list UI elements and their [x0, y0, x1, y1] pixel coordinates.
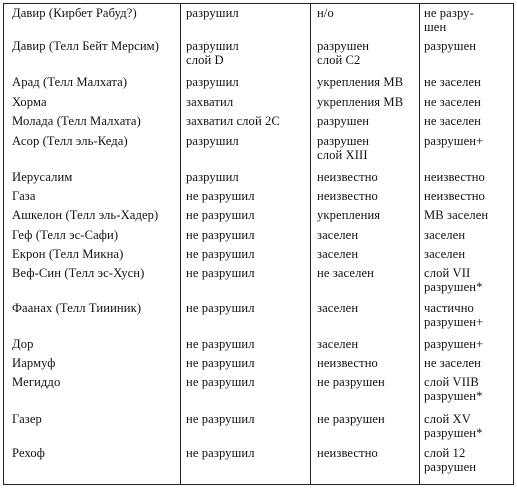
result-cell: слой VII разрушен* [424, 266, 483, 294]
site-cell: Молада (Телл Малхата) [12, 114, 141, 128]
action-cell: захватил [186, 95, 234, 109]
site-cell: Иармуф [12, 356, 56, 370]
site-cell: Арад (Телл Малхата) [12, 75, 128, 89]
result-cell: частично разрушен+ [424, 301, 484, 329]
site-cell: Газер [12, 412, 42, 426]
site-cell: Екрон (Телл Микна) [12, 247, 124, 261]
action-cell: не разрушил [186, 375, 255, 389]
state-cell: не заселен [317, 266, 374, 280]
state-cell: неизвестно [317, 446, 378, 460]
action-cell: разрушил [186, 170, 239, 184]
action-cell: разрушил [186, 75, 239, 89]
state-cell: н/о [317, 6, 334, 20]
site-cell: Иерусалим [12, 170, 73, 184]
table-row [4, 115, 513, 135]
table-row [4, 76, 513, 96]
table-row [4, 338, 513, 357]
site-cell: Геф (Телл эс-Сафи) [12, 228, 119, 242]
action-cell: разрушил [186, 6, 239, 20]
action-cell: не разрушил [186, 247, 255, 261]
state-cell: заселен [317, 337, 359, 351]
action-cell: не разрушил [186, 189, 255, 203]
action-cell: разрушил [186, 134, 239, 148]
table-row [4, 40, 513, 76]
table-row [4, 171, 513, 190]
result-cell: не заселен [424, 356, 481, 370]
site-cell: Дор [12, 337, 34, 351]
state-cell: не разрушен [317, 412, 385, 426]
result-cell: разрушен+ [424, 337, 484, 351]
state-cell: укрепления МВ [317, 75, 404, 89]
state-cell: укрепления [317, 208, 381, 222]
site-cell: Давир (Телл Бейт Мерсим) [12, 39, 160, 53]
result-cell: не заселен [424, 75, 481, 89]
site-cell: Рехоф [12, 446, 46, 460]
result-cell: неизвестно [424, 189, 485, 203]
site-cell: Давир (Кирбет Рабуд?) [12, 6, 137, 20]
state-cell: неизвестно [317, 356, 378, 370]
result-cell: не заселен [424, 114, 481, 128]
result-cell: не заселен [424, 95, 481, 109]
result-cell: не разру- шен [424, 6, 474, 34]
table-row [4, 302, 513, 338]
state-cell: укрепления МВ [317, 95, 404, 109]
site-cell: Мегиддо [12, 375, 61, 389]
table-row [4, 413, 513, 447]
result-cell: слой VIIB разрушен* [424, 375, 483, 403]
table-row [4, 229, 513, 248]
result-cell: заселен [424, 247, 466, 261]
state-cell: разрушен [317, 114, 370, 128]
result-cell: разрушен [424, 39, 477, 53]
state-cell: разрушен слой XIII [317, 134, 370, 162]
result-cell: слой XV разрушен* [424, 412, 483, 440]
state-cell: неизвестно [317, 189, 378, 203]
result-cell: МВ заселен [424, 208, 489, 222]
result-cell: слой 12 разрушен [424, 446, 477, 474]
table-row [4, 267, 513, 302]
site-cell: Ашкелон (Телл эль-Хадер) [12, 208, 159, 222]
result-cell: неизвестно [424, 170, 485, 184]
action-cell: не разрушил [186, 266, 255, 280]
action-cell: не разрушил [186, 228, 255, 242]
table-row [4, 96, 513, 115]
table-row [4, 7, 513, 40]
action-cell: разрушил слой D [186, 39, 239, 67]
action-cell: не разрушил [186, 301, 255, 315]
site-cell: Фаанах (Телл Тиииник) [12, 301, 142, 315]
table-row [4, 447, 513, 481]
state-cell: заселен [317, 247, 359, 261]
site-cell: Асор (Телл эль-Кеда) [12, 134, 128, 148]
action-cell: не разрушил [186, 356, 255, 370]
cities-table [4, 7, 513, 481]
table-row [4, 135, 513, 171]
site-cell: Газа [12, 189, 36, 203]
result-cell: заселен [424, 228, 466, 242]
state-cell: не разрушен [317, 375, 385, 389]
state-cell: заселен [317, 228, 359, 242]
state-cell: заселен [317, 301, 359, 315]
table-row [4, 248, 513, 267]
table-row [4, 209, 513, 229]
table-row [4, 190, 513, 209]
state-cell: разрушен слой С2 [317, 39, 370, 67]
action-cell: не разрушил [186, 412, 255, 426]
site-cell: Хорма [12, 95, 47, 109]
action-cell: не разрушил [186, 208, 255, 222]
result-cell: разрушен+ [424, 134, 484, 148]
action-cell: не разрушил [186, 337, 255, 351]
site-cell: Веф-Син (Телл эс-Хусн) [12, 266, 145, 280]
table-row [4, 357, 513, 376]
table-row [4, 376, 513, 413]
action-cell: захватил слой 2С [186, 114, 280, 128]
state-cell: неизвестно [317, 170, 378, 184]
action-cell: не разрушил [186, 446, 255, 460]
